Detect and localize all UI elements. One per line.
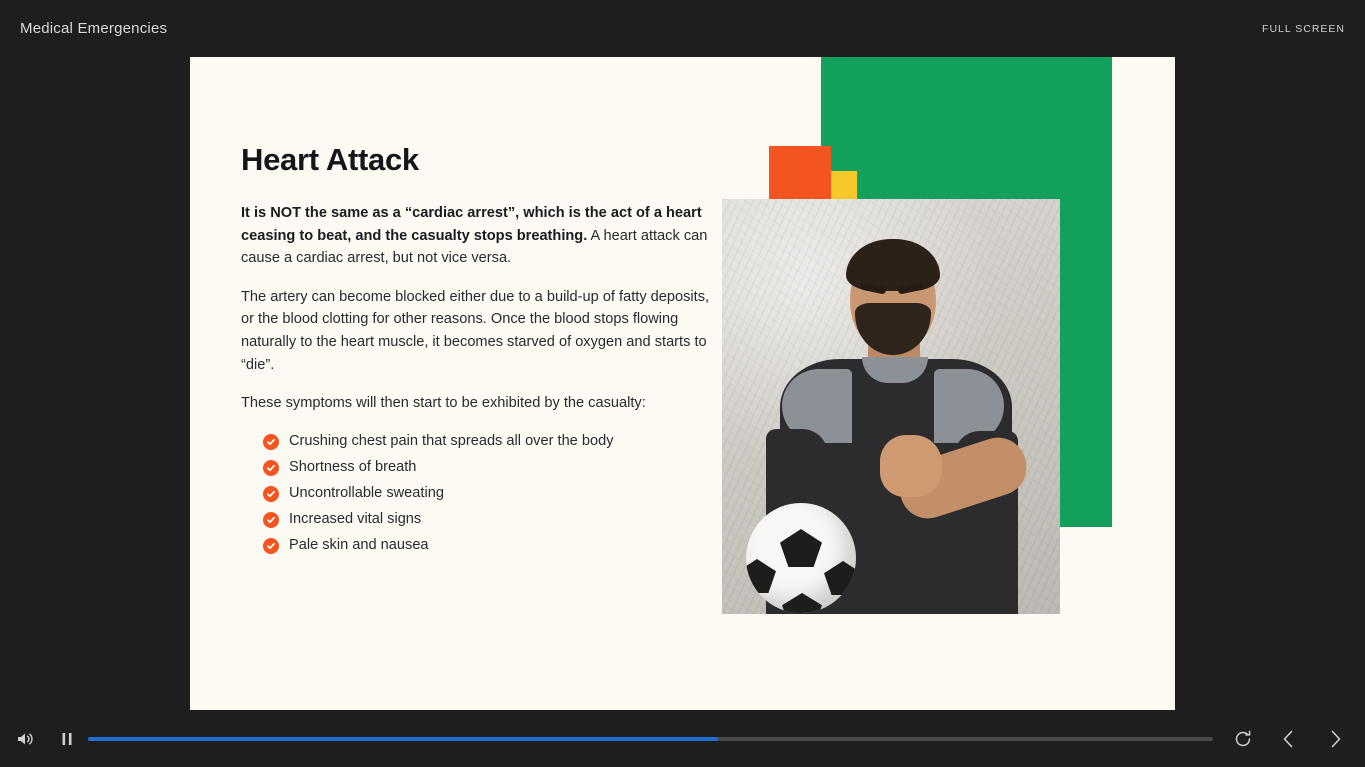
player-top-bar xyxy=(0,0,1365,57)
progress-track[interactable] xyxy=(88,737,1213,741)
slide-title: Heart Attack xyxy=(241,142,419,177)
slide-text-column xyxy=(241,142,711,559)
list-item-label: Pale skin and nausea xyxy=(289,537,429,554)
photo-hand-on-chest xyxy=(880,435,942,497)
slide-paragraph-3: These symptoms will then start to be exhibited by the casualty: xyxy=(241,395,646,412)
check-circle-icon xyxy=(263,538,279,554)
slide-paragraph-1 xyxy=(241,202,711,270)
slide-canvas xyxy=(190,57,1175,710)
volume-icon[interactable] xyxy=(12,726,38,752)
list-item-label: Uncontrollable sweating xyxy=(289,485,444,502)
list-item-label: Increased vital signs xyxy=(289,511,422,528)
fullscreen-button[interactable]: FULL SCREEN xyxy=(1262,22,1345,35)
replay-icon[interactable] xyxy=(1229,725,1257,753)
check-circle-icon xyxy=(263,512,279,528)
list-item xyxy=(263,533,711,559)
next-icon[interactable] xyxy=(1321,725,1349,753)
previous-icon[interactable] xyxy=(1275,725,1303,753)
photo-soccer-ball xyxy=(746,503,856,613)
list-item xyxy=(263,429,711,455)
check-circle-icon xyxy=(263,486,279,502)
symptom-list xyxy=(263,429,711,559)
slide-photo xyxy=(722,199,1060,614)
slide-paragraph-1-bold: It is NOT the same as a “cardiac arrest”, which is the act of a heart ceasing to beat, and the casualty stops breathing. xyxy=(241,205,702,244)
course-title: Medical Emergencies xyxy=(20,20,168,37)
check-circle-icon xyxy=(263,434,279,450)
player-control-bar xyxy=(0,710,1365,767)
playback-controls-right xyxy=(1229,725,1365,753)
slide-paragraph-1-rest: A heart attack can cause a cardiac arrest, but not vice versa. xyxy=(241,227,708,267)
list-item xyxy=(263,507,711,533)
playback-controls-left xyxy=(0,726,80,752)
progress-bar[interactable] xyxy=(88,726,1213,752)
list-item xyxy=(263,455,711,481)
list-item xyxy=(263,481,711,507)
list-item-label: Shortness of breath xyxy=(289,459,417,476)
progress-fill xyxy=(88,737,718,741)
list-item-label: Crushing chest pain that spreads all over the body xyxy=(289,433,614,450)
slide-paragraph-2: The artery can become blocked either due to a build-up of fatty deposits, or the blood clotting for other reasons. Once the blood stops flowing naturally to the heart muscle, it becomes starved of oxygen and starts to “die”. xyxy=(241,288,710,373)
check-circle-icon xyxy=(263,460,279,476)
pause-icon[interactable] xyxy=(54,726,80,752)
